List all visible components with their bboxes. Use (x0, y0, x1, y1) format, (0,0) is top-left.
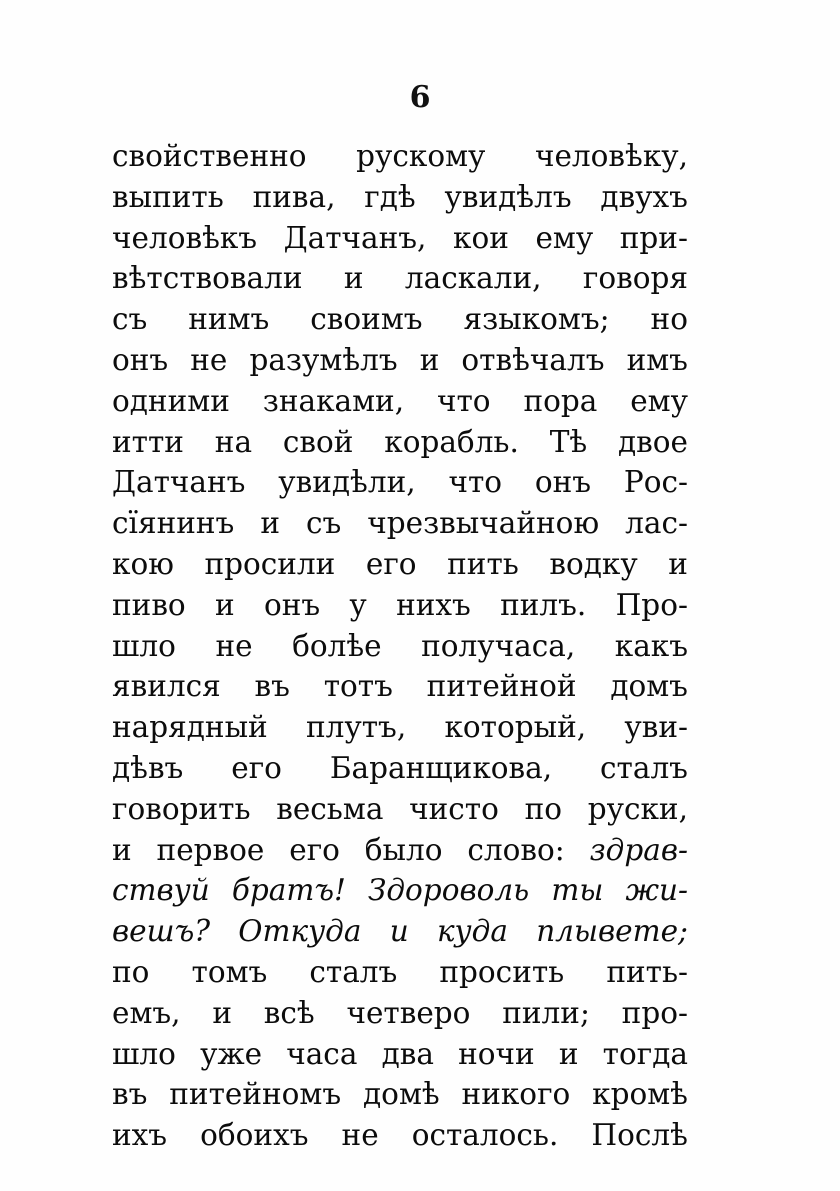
word: кои (453, 220, 509, 255)
word: что (448, 465, 503, 500)
word: братъ! (231, 873, 346, 908)
text-line (112, 503, 688, 544)
word: сталъ (600, 750, 688, 785)
word: выпить (112, 179, 224, 214)
word: было (364, 832, 443, 867)
word: ему (535, 220, 594, 255)
word: свойственно (112, 139, 307, 173)
word: болѣе (292, 628, 382, 663)
word: по (524, 791, 563, 826)
word: говоря (582, 261, 688, 296)
word: домъ (610, 669, 688, 704)
text-line (112, 911, 688, 952)
text-line (112, 299, 688, 340)
word: съ (305, 506, 342, 541)
word: Баранщикова, (329, 750, 553, 785)
text-line (112, 666, 688, 707)
word: двухъ (600, 179, 688, 214)
word: руски, (587, 791, 688, 826)
word: увидѣлъ (444, 179, 572, 214)
word: нихъ (396, 587, 471, 622)
word: лас- (625, 506, 688, 541)
word: получаса, (421, 628, 576, 663)
word: всѣ (263, 995, 315, 1030)
word: гдѣ (364, 179, 416, 214)
word: не (215, 628, 253, 663)
word: вѣтствовали (112, 261, 303, 296)
word: ему (630, 383, 688, 418)
word: что (436, 383, 491, 418)
word: и (668, 546, 688, 581)
word: увидѣли, (278, 465, 416, 500)
word: тогда (602, 1036, 688, 1071)
word: пора (523, 383, 598, 418)
word: весьма (276, 791, 384, 826)
word: его (289, 832, 340, 867)
word: и (214, 587, 235, 622)
word: осталось. (411, 1118, 559, 1153)
word: просить (439, 954, 565, 989)
word: слово: (467, 832, 565, 867)
word: въ (112, 1077, 148, 1112)
word: не (190, 342, 228, 377)
word: кромѣ (592, 1077, 688, 1112)
word: ласкали, (404, 261, 542, 296)
text-line (112, 748, 688, 789)
page-number: 6 (409, 80, 431, 115)
text-line (112, 177, 688, 218)
word: пить (447, 546, 519, 581)
word: онъ (534, 465, 592, 500)
text-line (112, 830, 688, 871)
word: нимъ (188, 302, 270, 337)
word: сїянинъ (112, 506, 235, 541)
word: съ (112, 302, 148, 337)
word: Датчанъ, (283, 220, 427, 255)
word: пиво (112, 587, 186, 622)
word: пива, (252, 179, 336, 214)
word: имъ (626, 342, 688, 377)
text-line (112, 626, 688, 667)
text-line (112, 1034, 688, 1075)
word: здрав- (589, 832, 688, 867)
text-line (112, 340, 688, 381)
word: пили; (502, 995, 590, 1030)
word: емъ, (112, 995, 181, 1030)
word: у (349, 587, 367, 622)
word: свой (282, 424, 354, 459)
word: четверо (346, 995, 471, 1030)
word: шло (112, 1036, 176, 1071)
text-line (112, 462, 688, 503)
word: никого (461, 1077, 571, 1112)
word: кою (112, 546, 174, 581)
text-line (112, 870, 688, 911)
word: своимъ (310, 302, 423, 337)
word: Откуда (238, 914, 362, 949)
word: просили (204, 546, 336, 581)
word: и (389, 914, 409, 949)
word: явился (112, 669, 221, 704)
word: плутъ, (305, 710, 407, 745)
text-line (112, 789, 688, 830)
word: и (558, 1036, 579, 1071)
word: водку (549, 546, 638, 581)
word: первое (156, 832, 265, 867)
word: ты (551, 873, 604, 908)
text-line (112, 381, 688, 422)
word: Здороволь (367, 873, 530, 908)
word: уже (200, 1036, 263, 1071)
word: чисто (409, 791, 499, 826)
word: вешъ? (112, 914, 211, 949)
text-line (112, 544, 688, 585)
word: тотъ (323, 669, 393, 704)
word: пить- (606, 954, 688, 989)
word: томъ (191, 954, 268, 989)
word: его (365, 546, 417, 581)
text-line (112, 585, 688, 626)
word: его (231, 750, 282, 785)
word: двое (618, 424, 688, 459)
word: рускому (356, 139, 486, 173)
word: куда (436, 914, 508, 949)
word: языкомъ; (463, 302, 610, 337)
text-line (112, 136, 688, 177)
word: питейной (426, 669, 577, 704)
word: два (381, 1036, 434, 1071)
word: ночи (458, 1036, 535, 1071)
word: уви- (624, 710, 688, 745)
text-line (112, 707, 688, 748)
word: Про- (615, 587, 688, 622)
text-line (112, 1115, 688, 1156)
word: плывете; (536, 914, 688, 949)
word: Тѣ (549, 424, 588, 459)
word: въ (254, 669, 290, 704)
word: человѣку, (534, 139, 688, 173)
word: который, (444, 710, 587, 745)
text-line (112, 218, 688, 259)
word: обоихъ (200, 1118, 309, 1153)
text-line (112, 258, 688, 299)
word: и (419, 342, 440, 377)
word: чрезвычайною (367, 506, 600, 541)
word: про- (621, 995, 688, 1030)
word: питейномъ (169, 1077, 342, 1112)
page-body-text (112, 136, 688, 1156)
word: онъ (112, 342, 169, 377)
word: при- (619, 220, 688, 255)
word: и (343, 261, 364, 296)
word: но (650, 302, 688, 337)
word: шло (112, 628, 176, 663)
word: на (214, 424, 253, 459)
word: какъ (614, 628, 688, 663)
word: часа (286, 1036, 358, 1071)
word: одними (112, 383, 230, 418)
word: домѣ (363, 1077, 440, 1112)
text-line (112, 993, 688, 1034)
word: ствуй (112, 873, 210, 908)
word: по (112, 954, 150, 989)
word: корабль. (384, 424, 519, 459)
word: и (112, 832, 132, 867)
word: нарядный (112, 710, 268, 745)
word: ихъ (112, 1118, 168, 1153)
word: и (212, 995, 232, 1030)
word: человѣкъ (112, 220, 258, 255)
word: и (260, 506, 280, 541)
word: жи- (625, 873, 688, 908)
text-line (112, 1074, 688, 1115)
word: не (341, 1118, 379, 1153)
word: пилъ. (500, 587, 587, 622)
word: онъ (263, 587, 321, 622)
word: сталъ (309, 954, 398, 989)
word: разумѣлъ (249, 342, 398, 377)
word: отвѣчалъ (461, 342, 605, 377)
word: говорить (112, 791, 251, 826)
word: дѣвъ (112, 750, 184, 785)
word: Рос- (623, 465, 688, 500)
word: итти (112, 424, 184, 459)
text-line (112, 952, 688, 993)
text-line (112, 422, 688, 463)
word: знаками, (262, 383, 405, 418)
word: Датчанъ (112, 465, 246, 500)
word: Послѣ (591, 1118, 688, 1153)
